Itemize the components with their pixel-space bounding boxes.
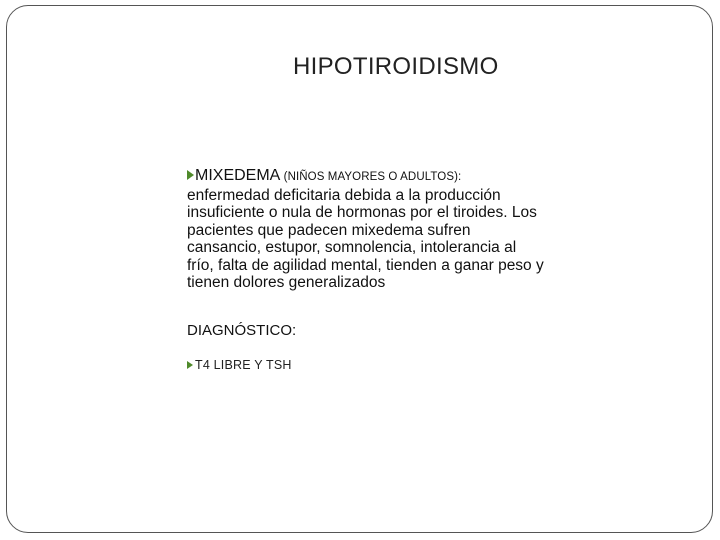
mixedema-lead: MIXEDEMA — [195, 167, 281, 184]
mixedema-paragraph — [187, 167, 547, 292]
slide-title: HIPOTIROIDISMO — [293, 53, 499, 80]
mixedema-lead-note: (NIÑOS MAYORES O ADULTOS): — [280, 171, 462, 183]
arrow-bullet-icon — [187, 361, 193, 369]
diagnostico-item-label: T4 LIBRE Y TSH — [195, 358, 292, 372]
diagnostico-item — [187, 358, 292, 372]
mixedema-description: enfermedad deficitaria debida a la producción insuficiente o nula de hormonas por el tiroides. Los pacientes que padecen mixedema sufren cansancio, estupor, somnolencia, intolerancia al frío, falta de agilidad mental, tienden a ganar peso y tienen dolores generalizados — [187, 186, 544, 291]
mixedema-section — [187, 167, 547, 292]
diagnostico-heading: DIAGNÓSTICO: — [187, 322, 297, 339]
arrow-bullet-icon — [187, 170, 194, 180]
